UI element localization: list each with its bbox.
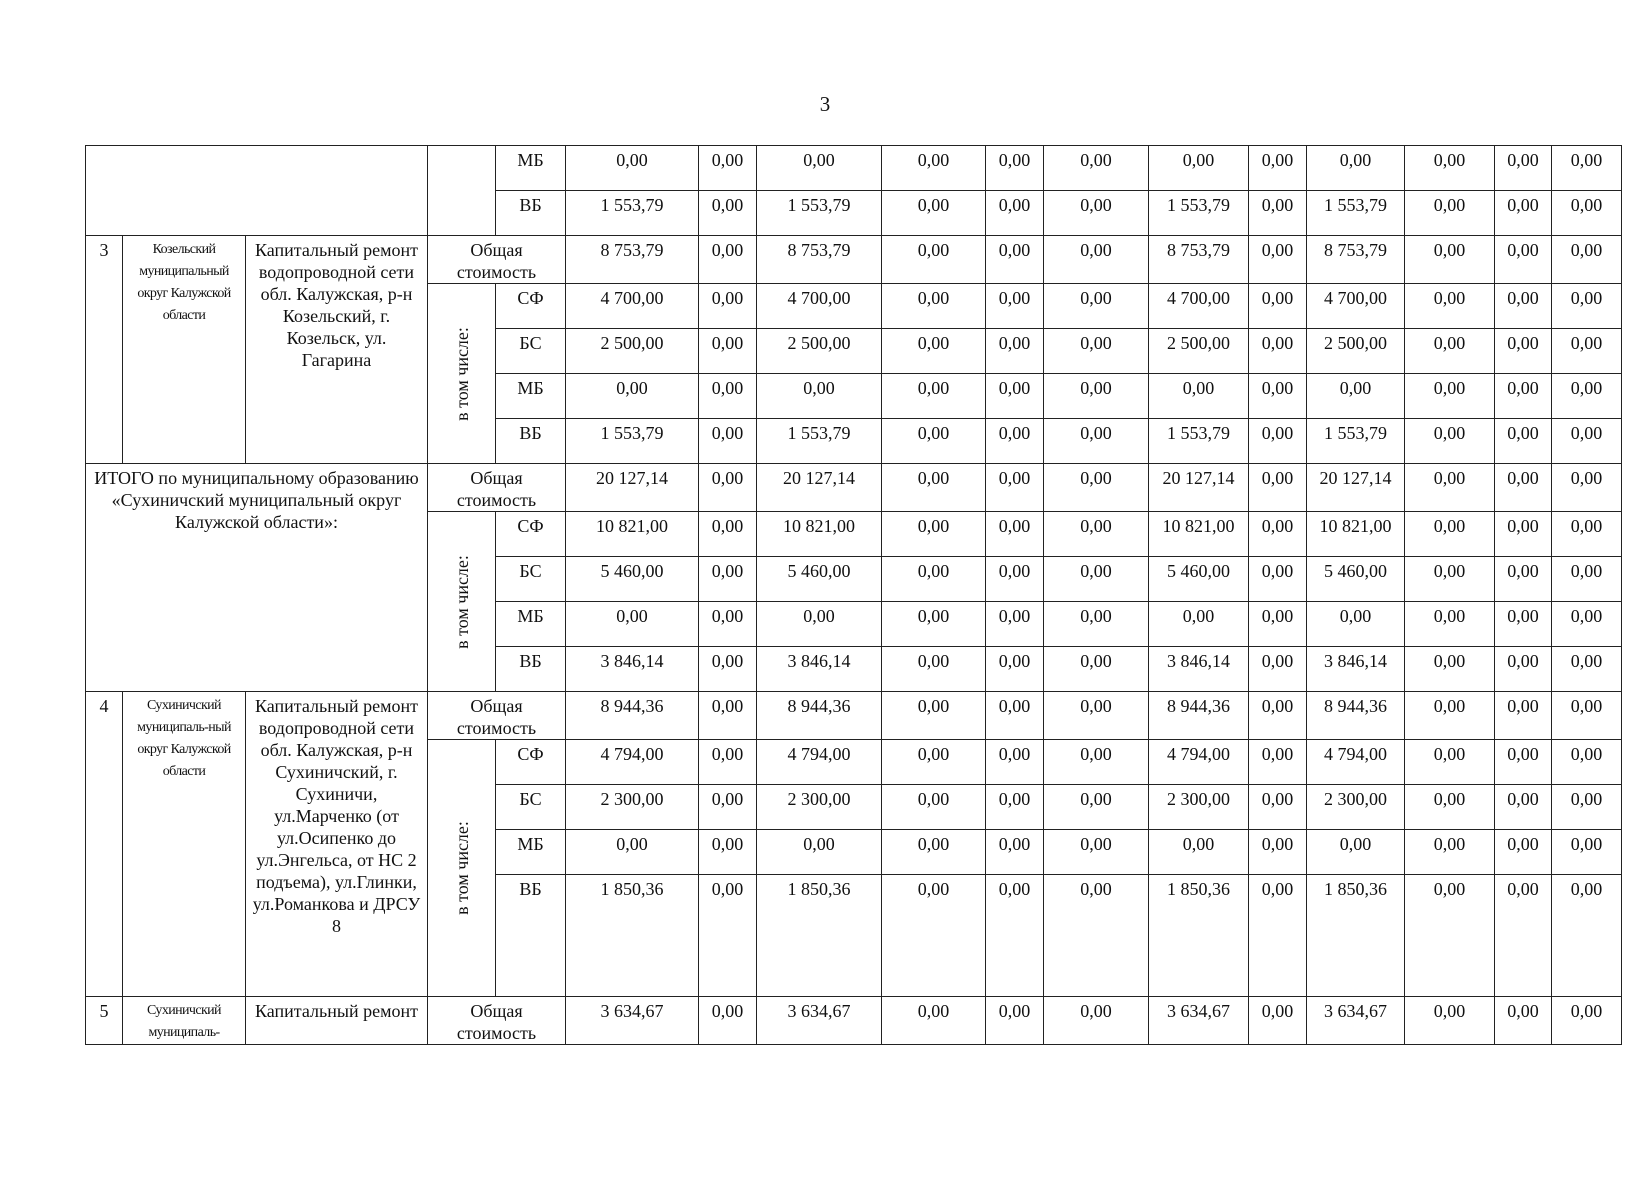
value-cell: 2 300,00 bbox=[1149, 785, 1249, 830]
value-cell: 0,00 bbox=[1405, 236, 1495, 284]
value-cell: 0,00 bbox=[757, 374, 882, 419]
value-cell: 5 460,00 bbox=[757, 557, 882, 602]
value-cell: 1 553,79 bbox=[1307, 419, 1405, 464]
value-cell: 0,00 bbox=[699, 191, 757, 236]
value-cell: 3 846,14 bbox=[566, 647, 699, 692]
funding-code: ВБ bbox=[496, 647, 566, 692]
value-cell: 0,00 bbox=[1249, 785, 1307, 830]
value-cell: 0,00 bbox=[1405, 557, 1495, 602]
value-cell: 0,00 bbox=[1044, 419, 1149, 464]
value-cell: 0,00 bbox=[882, 740, 986, 785]
value-cell: 0,00 bbox=[986, 464, 1044, 512]
value-cell: 0,00 bbox=[882, 146, 986, 191]
value-cell: 0,00 bbox=[699, 740, 757, 785]
funding-code: БС bbox=[496, 329, 566, 374]
value-cell: 0,00 bbox=[1249, 875, 1307, 997]
total-cost-label: Общая стоимость bbox=[428, 997, 566, 1045]
value-cell: 2 300,00 bbox=[1307, 785, 1405, 830]
value-cell: 3 846,14 bbox=[1149, 647, 1249, 692]
total-cost-label: Общая стоимость bbox=[428, 692, 566, 740]
value-cell: 0,00 bbox=[1495, 329, 1552, 374]
value-cell: 0,00 bbox=[1307, 374, 1405, 419]
value-cell: 0,00 bbox=[1495, 191, 1552, 236]
value-cell: 0,00 bbox=[1405, 284, 1495, 329]
value-cell: 8 944,36 bbox=[1307, 692, 1405, 740]
table-row bbox=[86, 236, 1622, 284]
value-cell: 0,00 bbox=[882, 236, 986, 284]
value-cell: 0,00 bbox=[1552, 692, 1622, 740]
funding-code: МБ bbox=[496, 374, 566, 419]
value-cell: 0,00 bbox=[882, 602, 986, 647]
value-cell: 0,00 bbox=[882, 191, 986, 236]
value-cell: 1 553,79 bbox=[1149, 191, 1249, 236]
table-row bbox=[86, 146, 1622, 191]
value-cell: 0,00 bbox=[1249, 997, 1307, 1045]
value-cell: 1 553,79 bbox=[757, 419, 882, 464]
value-cell: 0,00 bbox=[1307, 146, 1405, 191]
value-cell: 0,00 bbox=[882, 557, 986, 602]
value-cell: 3 846,14 bbox=[1307, 647, 1405, 692]
value-cell: 0,00 bbox=[1552, 875, 1622, 997]
value-cell: 0,00 bbox=[566, 830, 699, 875]
value-cell: 0,00 bbox=[699, 419, 757, 464]
value-cell: 1 553,79 bbox=[566, 191, 699, 236]
budget-table bbox=[85, 145, 1622, 1045]
value-cell: 0,00 bbox=[699, 647, 757, 692]
value-cell: 0,00 bbox=[699, 785, 757, 830]
value-cell: 1 850,36 bbox=[1149, 875, 1249, 997]
value-cell: 0,00 bbox=[1495, 146, 1552, 191]
municipality-name: Сухиничский муниципаль- bbox=[123, 997, 246, 1045]
funding-code: СФ bbox=[496, 284, 566, 329]
value-cell: 0,00 bbox=[1405, 464, 1495, 512]
value-cell: 0,00 bbox=[882, 647, 986, 692]
value-cell: 0,00 bbox=[1552, 740, 1622, 785]
value-cell: 0,00 bbox=[699, 236, 757, 284]
value-cell: 0,00 bbox=[1495, 692, 1552, 740]
value-cell: 0,00 bbox=[986, 602, 1044, 647]
value-cell: 0,00 bbox=[699, 830, 757, 875]
value-cell: 3 634,67 bbox=[566, 997, 699, 1045]
value-cell: 0,00 bbox=[1044, 284, 1149, 329]
value-cell: 8 753,79 bbox=[1149, 236, 1249, 284]
value-cell: 0,00 bbox=[699, 997, 757, 1045]
value-cell: 0,00 bbox=[1405, 830, 1495, 875]
summary-label: ИТОГО по муниципальному образованию «Сухиничский муниципальный округ Калужской области»: bbox=[86, 464, 428, 692]
value-cell: 0,00 bbox=[1249, 464, 1307, 512]
value-cell: 0,00 bbox=[1249, 647, 1307, 692]
value-cell: 0,00 bbox=[1044, 997, 1149, 1045]
value-cell: 1 850,36 bbox=[566, 875, 699, 997]
value-cell: 4 794,00 bbox=[1149, 740, 1249, 785]
value-cell: 10 821,00 bbox=[1149, 512, 1249, 557]
value-cell: 0,00 bbox=[986, 647, 1044, 692]
value-cell: 2 500,00 bbox=[1149, 329, 1249, 374]
object-description: Капитальный ремонт водопроводной сети обл. Калужская, р-н Сухиничский, г. Сухиничи, ул.Марченко (от ул.Осипенко до ул.Энгельса, от НС 2 подъема), ул.Глинки, ул.Романкова и ДРСУ 8 bbox=[246, 692, 428, 997]
value-cell: 0,00 bbox=[1552, 647, 1622, 692]
value-cell: 0,00 bbox=[1405, 785, 1495, 830]
value-cell: 0,00 bbox=[566, 374, 699, 419]
value-cell: 10 821,00 bbox=[757, 512, 882, 557]
value-cell: 0,00 bbox=[1495, 374, 1552, 419]
value-cell: 0,00 bbox=[1495, 647, 1552, 692]
value-cell: 0,00 bbox=[1405, 146, 1495, 191]
value-cell: 0,00 bbox=[1249, 419, 1307, 464]
value-cell: 0,00 bbox=[1405, 997, 1495, 1045]
value-cell: 0,00 bbox=[1405, 329, 1495, 374]
value-cell: 0,00 bbox=[986, 785, 1044, 830]
value-cell: 1 553,79 bbox=[566, 419, 699, 464]
value-cell: 0,00 bbox=[882, 464, 986, 512]
funding-code: СФ bbox=[496, 740, 566, 785]
value-cell: 10 821,00 bbox=[566, 512, 699, 557]
value-cell: 0,00 bbox=[1405, 692, 1495, 740]
value-cell: 0,00 bbox=[757, 146, 882, 191]
value-cell: 0,00 bbox=[1307, 602, 1405, 647]
including-cell bbox=[428, 740, 496, 997]
value-cell: 0,00 bbox=[1249, 602, 1307, 647]
value-cell: 0,00 bbox=[1044, 557, 1149, 602]
continuation-cell bbox=[86, 146, 428, 236]
value-cell: 0,00 bbox=[986, 236, 1044, 284]
value-cell: 0,00 bbox=[882, 329, 986, 374]
value-cell: 0,00 bbox=[1552, 191, 1622, 236]
value-cell: 0,00 bbox=[1552, 374, 1622, 419]
value-cell: 0,00 bbox=[1552, 785, 1622, 830]
value-cell: 0,00 bbox=[699, 374, 757, 419]
value-cell: 0,00 bbox=[1044, 464, 1149, 512]
value-cell: 0,00 bbox=[882, 692, 986, 740]
value-cell: 0,00 bbox=[1149, 146, 1249, 191]
value-cell: 0,00 bbox=[1495, 512, 1552, 557]
municipality-name: Козельский муниципальный округ Калужской области bbox=[123, 236, 246, 464]
value-cell: 3 634,67 bbox=[1307, 997, 1405, 1045]
value-cell: 0,00 bbox=[1405, 191, 1495, 236]
value-cell: 4 700,00 bbox=[566, 284, 699, 329]
value-cell: 0,00 bbox=[1044, 146, 1149, 191]
value-cell: 0,00 bbox=[986, 191, 1044, 236]
value-cell: 3 634,67 bbox=[757, 997, 882, 1045]
value-cell: 4 794,00 bbox=[757, 740, 882, 785]
funding-code: ВБ bbox=[496, 191, 566, 236]
value-cell: 0,00 bbox=[1044, 236, 1149, 284]
including-label: в том числе: bbox=[451, 821, 472, 915]
value-cell: 8 944,36 bbox=[1149, 692, 1249, 740]
value-cell: 0,00 bbox=[1249, 740, 1307, 785]
value-cell: 0,00 bbox=[1405, 419, 1495, 464]
value-cell: 20 127,14 bbox=[566, 464, 699, 512]
value-cell: 0,00 bbox=[1249, 512, 1307, 557]
value-cell: 0,00 bbox=[1044, 692, 1149, 740]
value-cell: 0,00 bbox=[566, 602, 699, 647]
value-cell: 0,00 bbox=[1249, 830, 1307, 875]
table-row bbox=[86, 464, 1622, 512]
including-cell bbox=[428, 512, 496, 692]
value-cell: 3 634,67 bbox=[1149, 997, 1249, 1045]
value-cell: 2 500,00 bbox=[757, 329, 882, 374]
page-number: 3 bbox=[819, 92, 831, 116]
value-cell: 20 127,14 bbox=[1149, 464, 1249, 512]
value-cell: 0,00 bbox=[986, 740, 1044, 785]
value-cell: 0,00 bbox=[882, 830, 986, 875]
value-cell: 0,00 bbox=[1149, 602, 1249, 647]
value-cell: 0,00 bbox=[986, 329, 1044, 374]
value-cell: 0,00 bbox=[699, 602, 757, 647]
value-cell: 0,00 bbox=[699, 875, 757, 997]
funding-code: ВБ bbox=[496, 875, 566, 997]
value-cell: 0,00 bbox=[1044, 374, 1149, 419]
value-cell: 4 794,00 bbox=[1307, 740, 1405, 785]
total-cost-label: Общая стоимость bbox=[428, 464, 566, 512]
value-cell: 0,00 bbox=[986, 419, 1044, 464]
value-cell: 0,00 bbox=[757, 830, 882, 875]
value-cell: 0,00 bbox=[1249, 284, 1307, 329]
value-cell: 0,00 bbox=[1552, 512, 1622, 557]
value-cell: 3 846,14 bbox=[757, 647, 882, 692]
value-cell: 0,00 bbox=[1149, 830, 1249, 875]
object-description: Капитальный ремонт bbox=[246, 997, 428, 1045]
continuation-incl-cell bbox=[428, 146, 496, 236]
value-cell: 1 553,79 bbox=[1307, 191, 1405, 236]
value-cell: 0,00 bbox=[1249, 329, 1307, 374]
value-cell: 0,00 bbox=[1307, 830, 1405, 875]
value-cell: 0,00 bbox=[1495, 236, 1552, 284]
value-cell: 4 700,00 bbox=[1149, 284, 1249, 329]
value-cell: 0,00 bbox=[1044, 647, 1149, 692]
value-cell: 4 700,00 bbox=[757, 284, 882, 329]
value-cell: 0,00 bbox=[1249, 236, 1307, 284]
value-cell: 0,00 bbox=[1552, 329, 1622, 374]
value-cell: 0,00 bbox=[1495, 740, 1552, 785]
value-cell: 0,00 bbox=[1249, 692, 1307, 740]
value-cell: 0,00 bbox=[1249, 146, 1307, 191]
value-cell: 0,00 bbox=[1044, 329, 1149, 374]
value-cell: 0,00 bbox=[1405, 512, 1495, 557]
value-cell: 1 553,79 bbox=[757, 191, 882, 236]
value-cell: 0,00 bbox=[1405, 602, 1495, 647]
value-cell: 0,00 bbox=[882, 419, 986, 464]
funding-code: СФ bbox=[496, 512, 566, 557]
value-cell: 0,00 bbox=[699, 329, 757, 374]
value-cell: 0,00 bbox=[1495, 997, 1552, 1045]
row-index: 4 bbox=[86, 692, 123, 997]
value-cell: 0,00 bbox=[1495, 602, 1552, 647]
value-cell: 0,00 bbox=[1044, 602, 1149, 647]
value-cell: 0,00 bbox=[1044, 191, 1149, 236]
value-cell: 0,00 bbox=[1044, 740, 1149, 785]
funding-code: БС bbox=[496, 557, 566, 602]
value-cell: 20 127,14 bbox=[1307, 464, 1405, 512]
value-cell: 5 460,00 bbox=[1149, 557, 1249, 602]
funding-code: МБ bbox=[496, 146, 566, 191]
value-cell: 2 500,00 bbox=[1307, 329, 1405, 374]
value-cell: 0,00 bbox=[699, 284, 757, 329]
value-cell: 0,00 bbox=[1044, 830, 1149, 875]
value-cell: 8 944,36 bbox=[566, 692, 699, 740]
value-cell: 0,00 bbox=[1495, 284, 1552, 329]
value-cell: 0,00 bbox=[699, 512, 757, 557]
value-cell: 1 850,36 bbox=[1307, 875, 1405, 997]
value-cell: 0,00 bbox=[1405, 647, 1495, 692]
value-cell: 0,00 bbox=[1495, 830, 1552, 875]
value-cell: 0,00 bbox=[1405, 875, 1495, 997]
value-cell: 0,00 bbox=[566, 146, 699, 191]
value-cell: 0,00 bbox=[1552, 419, 1622, 464]
row-index: 3 bbox=[86, 236, 123, 464]
value-cell: 0,00 bbox=[1495, 557, 1552, 602]
object-description: Капитальный ремонт водопроводной сети обл. Калужская, р-н Козельский, г. Козельск, ул. Гагарина bbox=[246, 236, 428, 464]
value-cell: 0,00 bbox=[1552, 284, 1622, 329]
value-cell: 0,00 bbox=[1495, 464, 1552, 512]
value-cell: 0,00 bbox=[1552, 602, 1622, 647]
value-cell: 0,00 bbox=[882, 512, 986, 557]
value-cell: 0,00 bbox=[1249, 374, 1307, 419]
including-label: в том числе: bbox=[451, 554, 472, 649]
row-index: 5 bbox=[86, 997, 123, 1045]
value-cell: 0,00 bbox=[1495, 875, 1552, 997]
value-cell: 8 753,79 bbox=[1307, 236, 1405, 284]
value-cell: 2 500,00 bbox=[566, 329, 699, 374]
value-cell: 0,00 bbox=[1552, 997, 1622, 1045]
value-cell: 0,00 bbox=[699, 692, 757, 740]
value-cell: 2 300,00 bbox=[757, 785, 882, 830]
value-cell: 0,00 bbox=[699, 557, 757, 602]
value-cell: 0,00 bbox=[882, 284, 986, 329]
funding-code: МБ bbox=[496, 830, 566, 875]
value-cell: 0,00 bbox=[986, 997, 1044, 1045]
value-cell: 0,00 bbox=[1552, 146, 1622, 191]
value-cell: 1 553,79 bbox=[1149, 419, 1249, 464]
value-cell: 0,00 bbox=[1044, 785, 1149, 830]
value-cell: 0,00 bbox=[986, 830, 1044, 875]
value-cell: 1 850,36 bbox=[757, 875, 882, 997]
value-cell: 0,00 bbox=[699, 464, 757, 512]
value-cell: 0,00 bbox=[882, 785, 986, 830]
value-cell: 4 700,00 bbox=[1307, 284, 1405, 329]
value-cell: 0,00 bbox=[882, 374, 986, 419]
value-cell: 5 460,00 bbox=[566, 557, 699, 602]
value-cell: 0,00 bbox=[757, 602, 882, 647]
value-cell: 0,00 bbox=[986, 146, 1044, 191]
value-cell: 0,00 bbox=[1552, 830, 1622, 875]
value-cell: 2 300,00 bbox=[566, 785, 699, 830]
value-cell: 5 460,00 bbox=[1307, 557, 1405, 602]
value-cell: 0,00 bbox=[1249, 191, 1307, 236]
table-row bbox=[86, 997, 1622, 1045]
value-cell: 0,00 bbox=[1495, 785, 1552, 830]
including-cell bbox=[428, 284, 496, 464]
value-cell: 0,00 bbox=[986, 284, 1044, 329]
value-cell: 4 794,00 bbox=[566, 740, 699, 785]
value-cell: 8 753,79 bbox=[566, 236, 699, 284]
value-cell: 0,00 bbox=[882, 997, 986, 1045]
funding-code: ВБ bbox=[496, 419, 566, 464]
value-cell: 0,00 bbox=[986, 512, 1044, 557]
value-cell: 0,00 bbox=[986, 692, 1044, 740]
total-cost-label: Общая стоимость bbox=[428, 236, 566, 284]
value-cell: 0,00 bbox=[986, 374, 1044, 419]
value-cell: 0,00 bbox=[1405, 374, 1495, 419]
value-cell: 0,00 bbox=[1552, 464, 1622, 512]
value-cell: 20 127,14 bbox=[757, 464, 882, 512]
value-cell: 0,00 bbox=[1149, 374, 1249, 419]
funding-code: МБ bbox=[496, 602, 566, 647]
value-cell: 0,00 bbox=[1552, 557, 1622, 602]
value-cell: 10 821,00 bbox=[1307, 512, 1405, 557]
value-cell: 8 753,79 bbox=[757, 236, 882, 284]
municipality-name: Сухиничский муниципаль-ный округ Калужской области bbox=[123, 692, 246, 997]
value-cell: 0,00 bbox=[986, 557, 1044, 602]
value-cell: 0,00 bbox=[986, 875, 1044, 997]
including-label: в том числе: bbox=[451, 326, 472, 421]
value-cell: 0,00 bbox=[1249, 557, 1307, 602]
table-row bbox=[86, 692, 1622, 740]
value-cell: 0,00 bbox=[1044, 512, 1149, 557]
value-cell: 0,00 bbox=[1552, 236, 1622, 284]
value-cell: 8 944,36 bbox=[757, 692, 882, 740]
value-cell: 0,00 bbox=[882, 875, 986, 997]
value-cell: 0,00 bbox=[1405, 740, 1495, 785]
funding-code: БС bbox=[496, 785, 566, 830]
value-cell: 0,00 bbox=[1044, 875, 1149, 997]
value-cell: 0,00 bbox=[699, 146, 757, 191]
value-cell: 0,00 bbox=[1495, 419, 1552, 464]
